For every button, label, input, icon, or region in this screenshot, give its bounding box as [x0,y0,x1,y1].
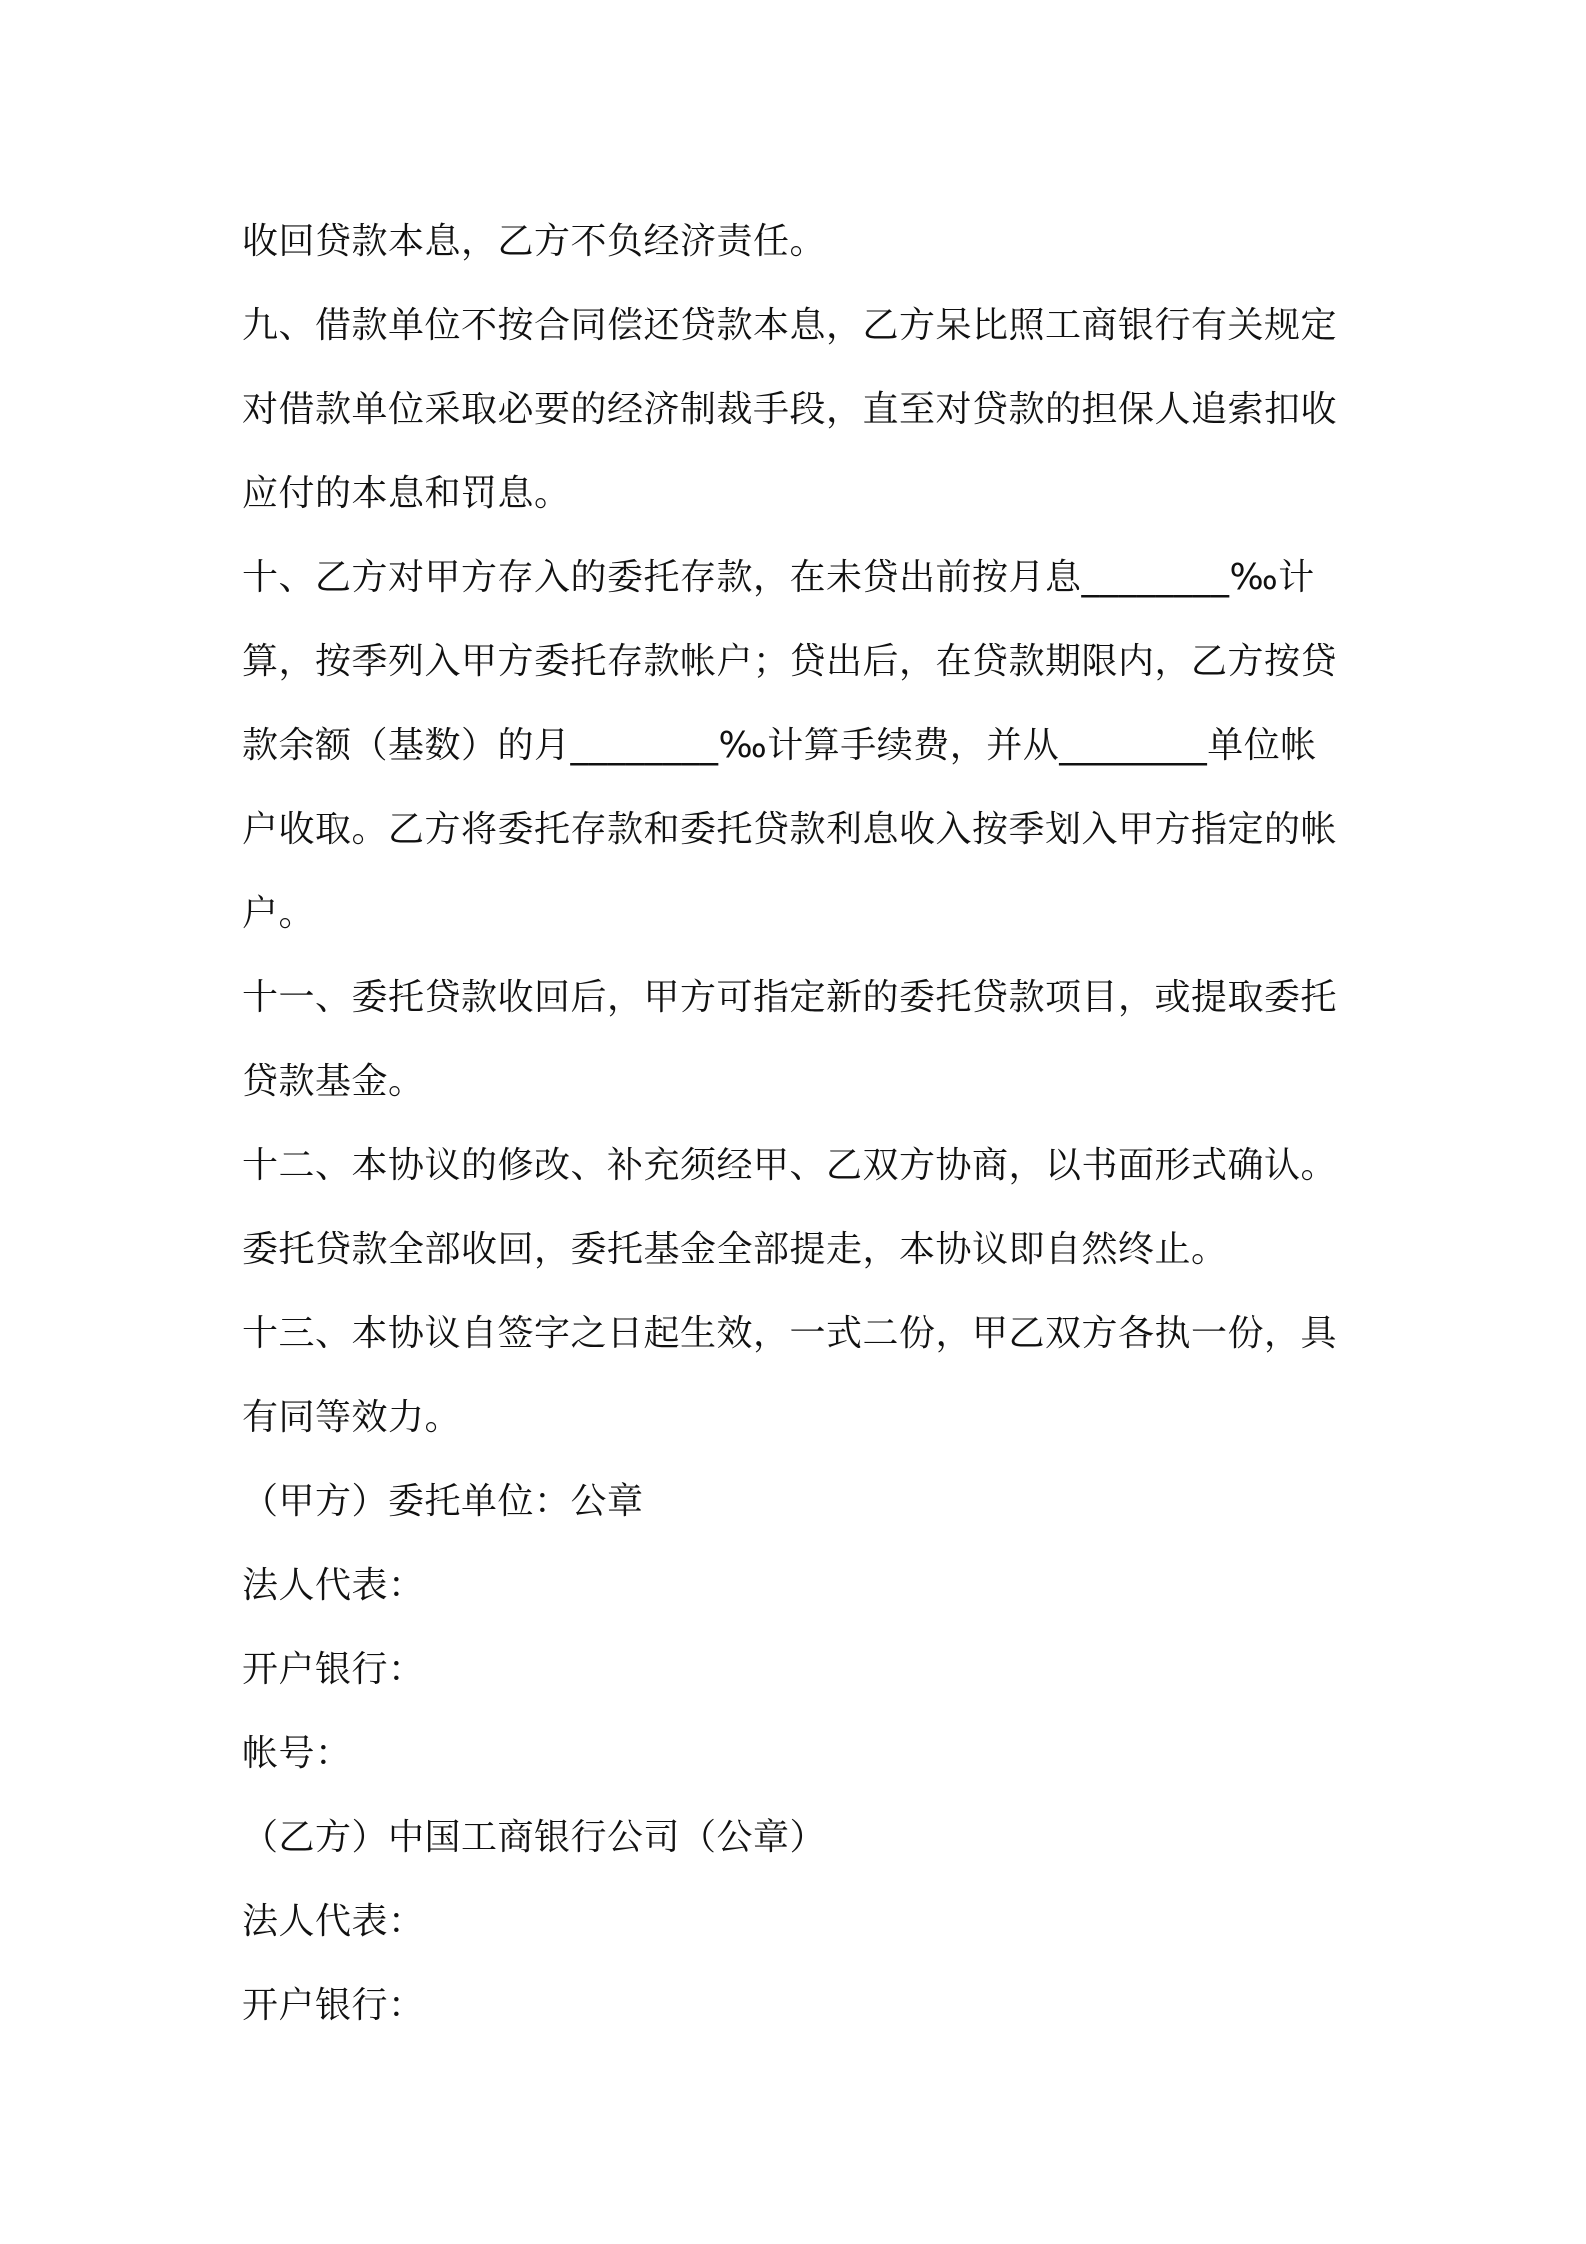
party-b-bank: 开户银行： [242,1985,425,2026]
clause-12-line-1: 十二、本协议的修改、补充须经甲、乙双方协商，以书面形式确认。 [242,1145,1338,1186]
text-line: 收回贷款本息，乙方不负经济责任。 [242,221,827,262]
clause-11-line-2: 贷款基金。 [242,1061,425,1102]
party-b-legal-rep: 法人代表： [242,1901,425,1942]
clause-10-line-3: 款余额（基数）的月________‰计算手续费，并从________单位帐 [242,725,1317,766]
clause-13-line-2: 有同等效力。 [242,1397,462,1438]
clause-9-line-3: 应付的本息和罚息。 [242,473,571,514]
clause-10-line-5: 户。 [242,893,316,934]
party-b-label: （乙方）中国工商银行公司（公章） [242,1817,827,1858]
clause-10-line-1: 十、乙方对甲方存入的委托存款，在未贷出前按月息________‰计 [242,557,1315,598]
party-a-legal-rep: 法人代表： [242,1565,425,1606]
clause-9-line-2: 对借款单位采取必要的经济制裁手段，直至对贷款的担保人追索扣收 [242,389,1338,430]
clause-13-line-1: 十三、本协议自签字之日起生效，一式二份，甲乙双方各执一份，具 [242,1313,1338,1354]
clause-11-line-1: 十一、委托贷款收回后，甲方可指定新的委托贷款项目，或提取委托 [242,977,1338,1018]
party-a-account: 帐号： [242,1733,352,1774]
clause-12-line-2: 委托贷款全部收回，委托基金全部提走，本协议即自然终止。 [242,1229,1228,1270]
clause-10-line-4: 户收取。乙方将委托存款和委托贷款利息收入按季划入甲方指定的帐 [242,809,1338,850]
party-a-label: （甲方）委托单位：公章 [242,1481,644,1522]
document-body [242,200,1362,2048]
clause-9-line-1: 九、借款单位不按合同偿还贷款本息，乙方呆比照工商银行有关规定 [242,305,1338,346]
party-a-bank: 开户银行： [242,1649,425,1690]
clause-10-line-2: 算，按季列入甲方委托存款帐户；贷出后，在贷款期限内，乙方按贷 [242,641,1338,682]
